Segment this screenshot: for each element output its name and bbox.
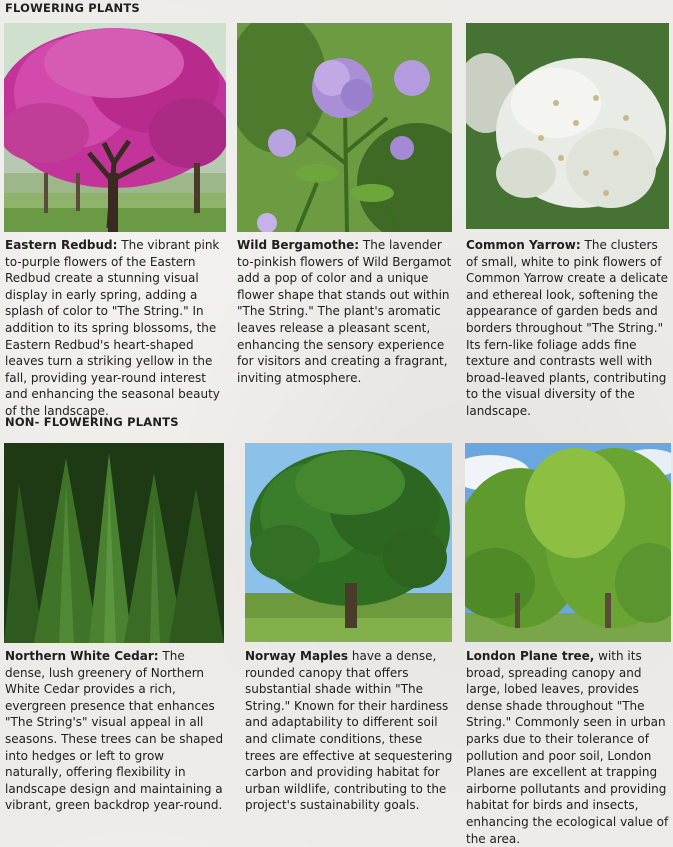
flowering-section-title: FLOWERING PLANTS	[5, 1, 140, 15]
yarrow-description	[466, 237, 671, 420]
maple-text: have a dense, rounded canopy that offers substantial shade within "The String." Known for their hardiness and adaptability to different soil and climate conditions, these trees are effective at sequestering carbon and providing habitat for urban wildlife, contributing to the project's sustainability goals.	[245, 649, 453, 813]
redbud-photo	[4, 23, 226, 232]
bergamot-description	[237, 237, 452, 386]
cedar-description	[5, 648, 225, 814]
redbud-name: Eastern Redbud:	[5, 238, 118, 252]
maple-photo	[245, 443, 452, 642]
bergamot-text: The lavender to-pinkish flowers of Wild Bergamot add a pop of color and a unique flower shape that stands out within "The String." The plant's aromatic leaves release a pleasant scent, enhancing the sensory experience for visitors and creating a fragrant, inviting atmosphere.	[237, 238, 452, 385]
plane-tree-photo	[465, 443, 671, 642]
plane-tree-name: London Plane tree,	[466, 649, 595, 663]
plane-tree-description	[466, 648, 671, 847]
redbud-text: The vibrant pink to-purple flowers of the Eastern Redbud create a stunning visual display in early spring, adding a splash of color to "The String." In addition to its spring blossoms, the Eastern Redbud's heart-shaped leaves turn a striking yellow in the fall, providing year-round interest and enhancing the seasonal beauty of the landscape.	[5, 238, 220, 418]
cedar-name: Northern White Cedar:	[5, 649, 159, 663]
yarrow-photo	[466, 23, 669, 229]
maple-name: Norway Maples	[245, 649, 349, 663]
yarrow-name: Common Yarrow:	[466, 238, 581, 252]
bergamot-photo	[237, 23, 452, 232]
bergamot-name: Wild Bergamothe:	[237, 238, 360, 252]
yarrow-text: The clusters of small, white to pink flowers of Common Yarrow create a delicate and ethereal look, softening the appearance of garden beds and borders throughout "The String." Its fern-like foliage adds fine texture and contrasts well with broad-leaved plants, contributing to the visual diversity of the landscape.	[466, 238, 669, 418]
maple-description	[245, 648, 453, 814]
cedar-text: The dense, lush greenery of Northern White Cedar provides a rich, evergreen presence that enhances "The String's" visual appeal in all seasons. These trees can be shaped into hedges or left to grow naturally, offering flexibility in landscape design and maintaining a vibrant, green backdrop year-round.	[5, 649, 224, 813]
redbud-description	[5, 237, 227, 420]
plane-tree-text: with its broad, spreading canopy and large, lobed leaves, provides dense shade throughout "The String." Commonly seen in urban parks due to their tolerance of pollution and poor soil, London Planes are excellent at trapping airborne pollutants and providing habitat for birds and insects, enhancing the ecological value of the area.	[466, 649, 669, 846]
non-flowering-section-title: NON- FLOWERING PLANTS	[5, 415, 179, 429]
cedar-photo	[4, 443, 224, 643]
